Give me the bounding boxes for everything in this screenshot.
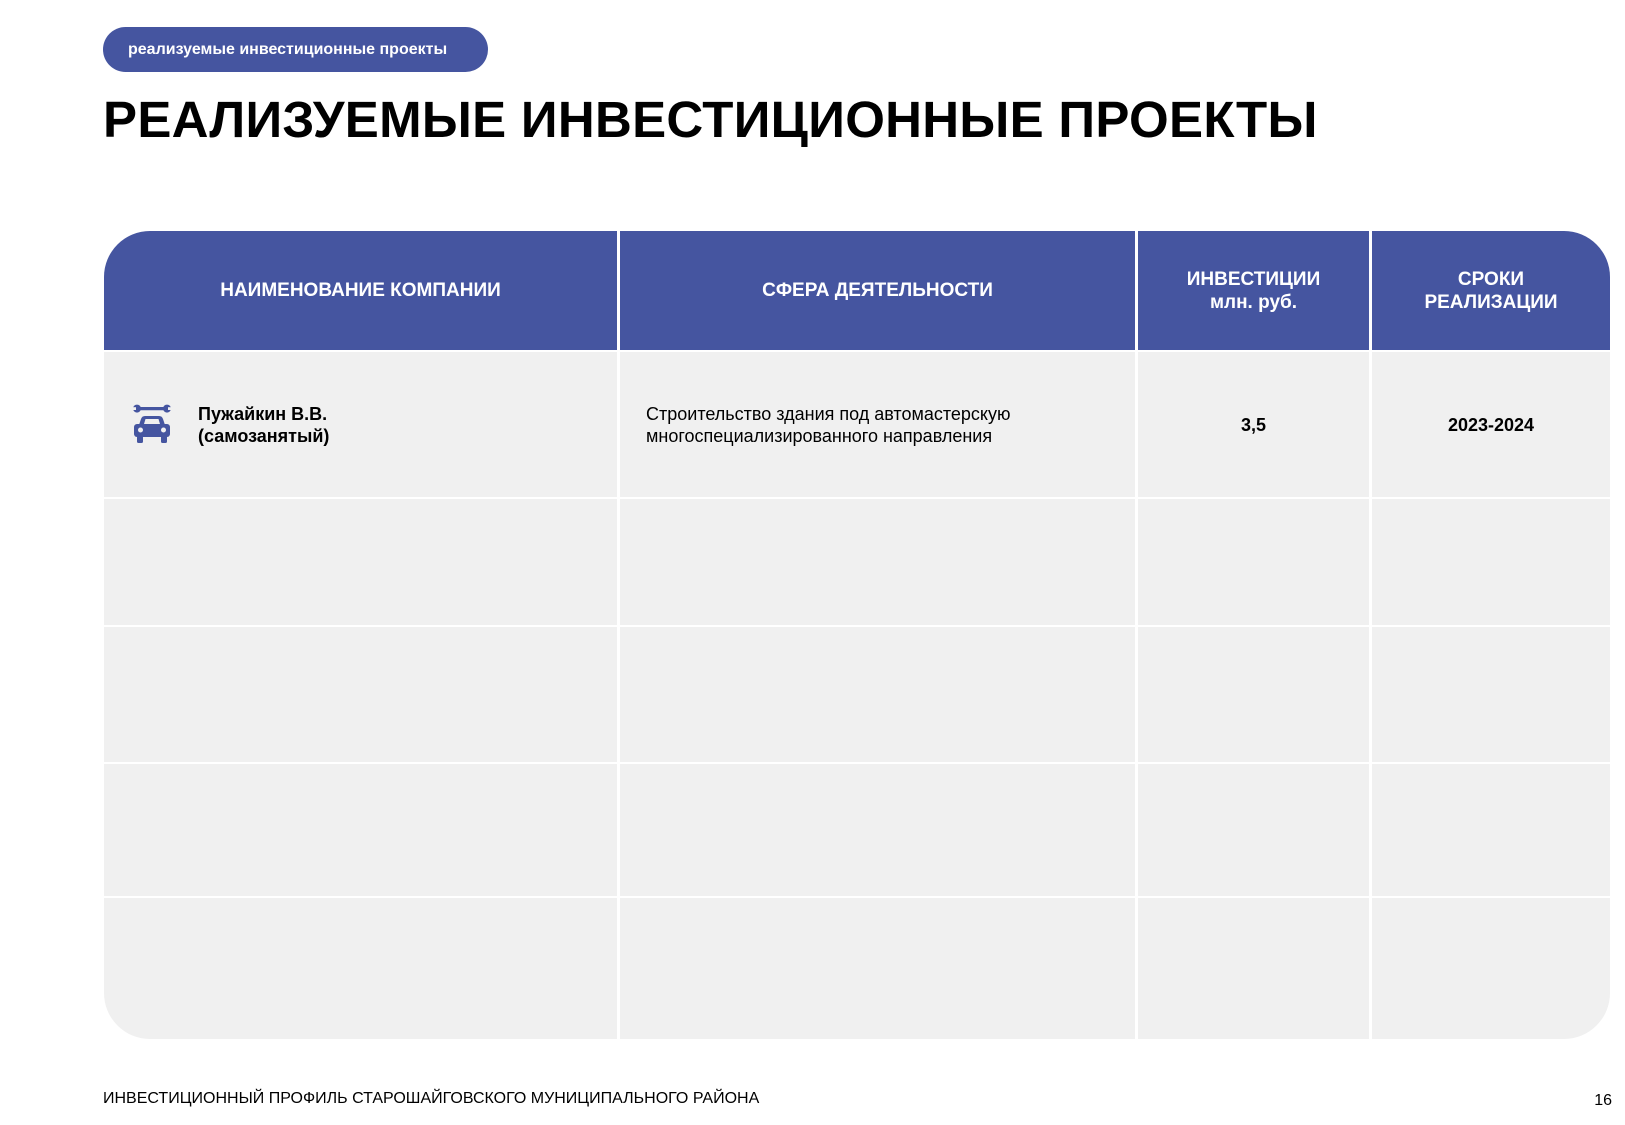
- footer-text: ИНВЕСТИЦИОННЫЙ ПРОФИЛЬ СТАРОШАЙГОВСКОГО МУНИЦИПАЛЬНОГО РАЙОНА: [103, 1090, 760, 1107]
- activity-sphere: [646, 352, 1011, 497]
- column-header-terms-label-2: РЕАЛИЗАЦИИ: [1424, 291, 1558, 313]
- section-pill-label: реализуемые инвестиционные проекты: [128, 40, 448, 58]
- company-name: [198, 352, 329, 497]
- column-header-terms-label-1: СРОКИ: [1457, 268, 1525, 290]
- row-divider: [104, 896, 1610, 898]
- company-type-line: (самозанятый): [198, 425, 330, 446]
- table-row: [104, 352, 1610, 497]
- row-divider: [104, 625, 1610, 627]
- column-header-investments: [1138, 231, 1369, 350]
- activity-sphere-line: Строительство здания под автомастерскую: [646, 403, 1011, 424]
- page-title: РЕАЛИЗУЕМЫЕ ИНВЕСТИЦИОННЫЕ ПРОЕКТЫ: [103, 91, 1318, 148]
- page-number: 16: [1594, 1092, 1612, 1109]
- company-name-line: Пужайкин В.В.: [198, 403, 328, 424]
- car-repair-icon: [132, 402, 172, 448]
- column-header-company: [104, 231, 617, 350]
- activity-sphere-line: многоспециализированного направления: [646, 425, 993, 446]
- column-header-investments-unit: млн. руб.: [1209, 291, 1298, 313]
- column-header-sphere: [620, 231, 1135, 350]
- column-header-sphere-label: СФЕРА ДЕЯТЕЛЬНОСТИ: [762, 280, 993, 301]
- projects-table: [104, 231, 1610, 1039]
- column-header-terms: [1372, 231, 1610, 350]
- section-pill: [103, 27, 488, 72]
- investments-value: 3,5: [1240, 414, 1267, 435]
- row-divider: [104, 762, 1610, 764]
- terms-value: 2023-2024: [1447, 414, 1535, 435]
- table-header-row: [104, 231, 1610, 350]
- row-divider: [104, 497, 1610, 499]
- column-header-investments-label: ИНВЕСТИЦИИ: [1186, 268, 1321, 290]
- column-header-company-label: НАИМЕНОВАНИЕ КОМПАНИИ: [220, 280, 501, 301]
